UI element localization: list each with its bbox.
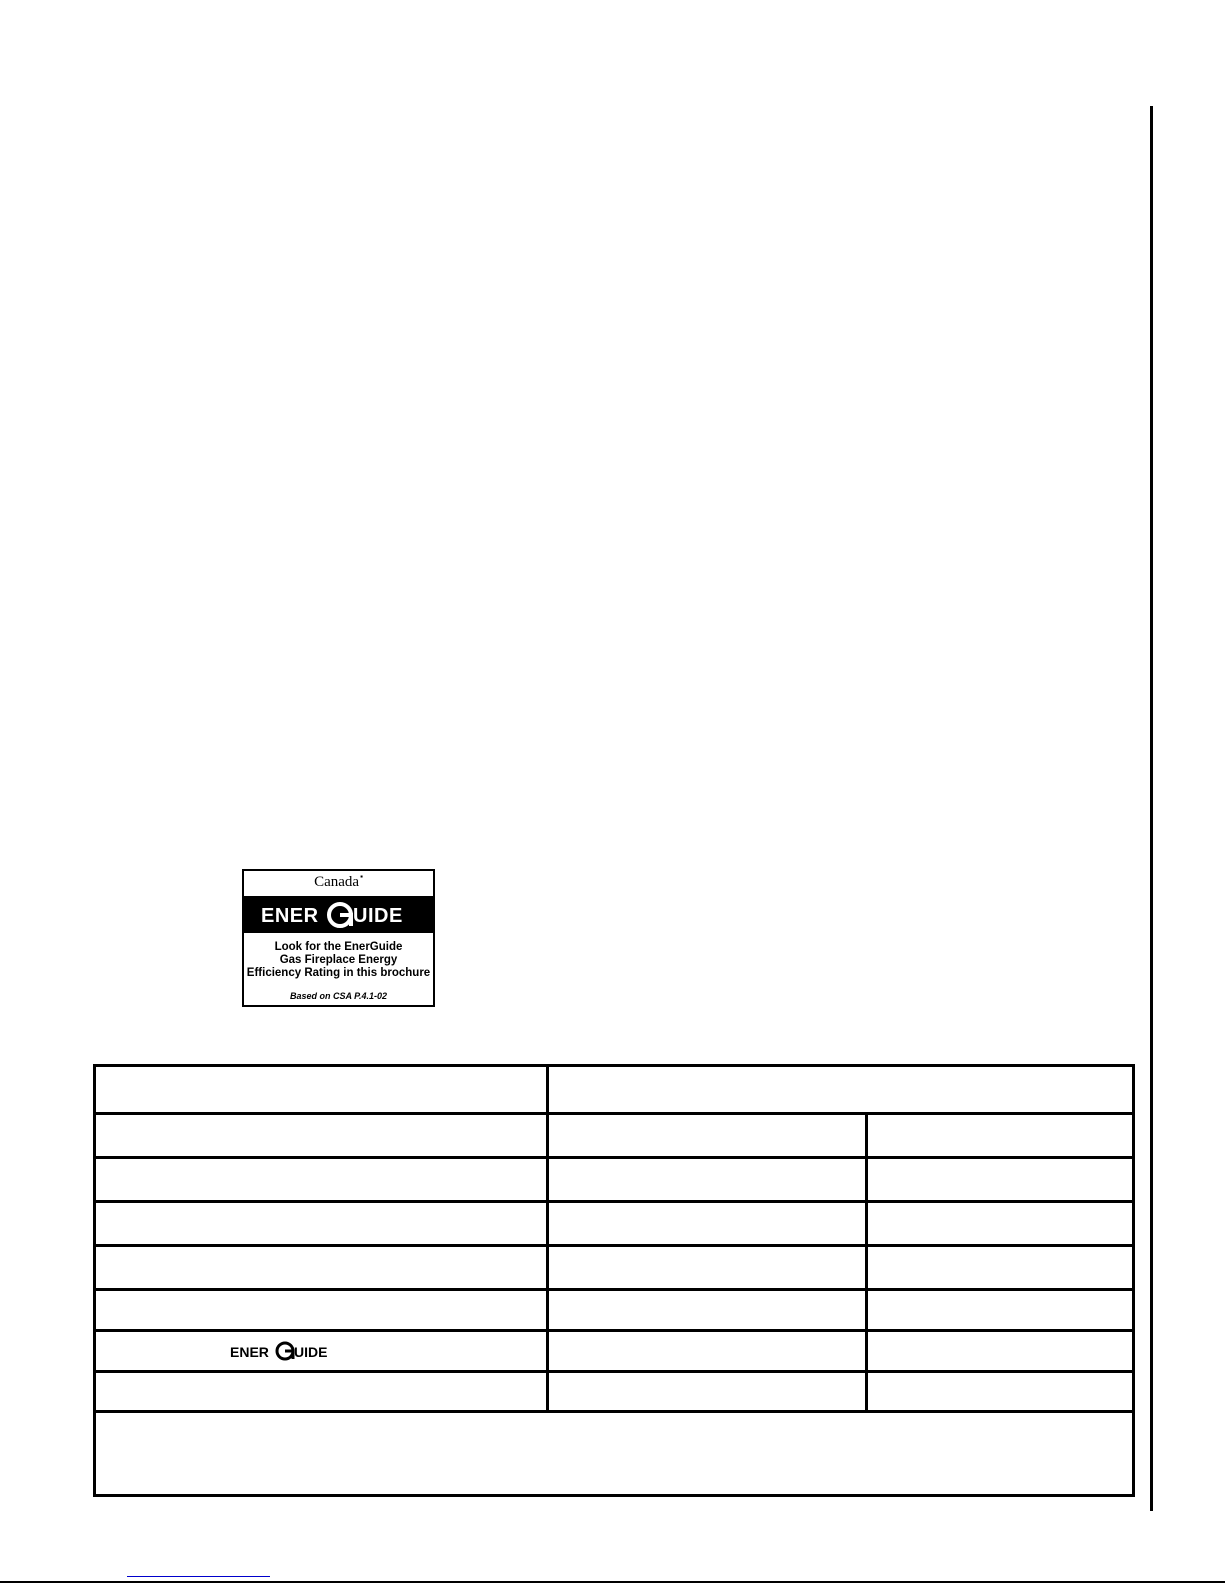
margin-rule <box>1150 106 1153 1511</box>
energuide-logo-bar <box>244 896 433 933</box>
energuide-badge <box>242 869 435 1007</box>
svg-text:ENER: ENER <box>230 1344 269 1360</box>
table-cell <box>868 1159 1132 1200</box>
table-cell <box>868 1373 1132 1410</box>
table-cell <box>868 1291 1132 1329</box>
table-cell <box>868 1203 1132 1244</box>
badge-message: Look for the EnerGuide Gas Fireplace Energy Efficiency Rating in this brochure <box>246 941 431 979</box>
svg-text:UIDE: UIDE <box>294 1344 328 1360</box>
table-cell <box>96 1203 549 1244</box>
table-cell <box>868 1332 1132 1370</box>
canada-wordmark: Canada▪ <box>314 872 363 890</box>
table-header-row <box>96 1067 1132 1115</box>
flag-icon: ▪ <box>360 872 363 881</box>
table-footnote <box>96 1410 1132 1494</box>
svg-text:UIDE: UIDE <box>352 904 403 927</box>
table-cell <box>96 1115 549 1156</box>
specifications-table <box>93 1064 1135 1497</box>
table-row <box>96 1247 1132 1291</box>
table-cell <box>549 1159 868 1200</box>
table-cell <box>549 1332 868 1370</box>
energuide-logo-icon <box>230 1340 338 1362</box>
table-cell <box>549 1115 868 1156</box>
table-row <box>96 1159 1132 1203</box>
table-cell <box>549 1373 868 1410</box>
table-row <box>96 1373 1132 1413</box>
energuide-row <box>96 1332 1132 1373</box>
table-cell <box>549 1291 868 1329</box>
table-cell <box>868 1247 1132 1288</box>
table-row <box>96 1291 1132 1332</box>
table-cell <box>868 1115 1132 1156</box>
table-cell <box>96 1247 549 1288</box>
table-cell <box>96 1067 549 1112</box>
table-cell <box>549 1203 868 1244</box>
table-cell <box>96 1332 549 1370</box>
link-underline[interactable] <box>127 1576 270 1577</box>
table-cell <box>96 1373 549 1410</box>
table-row <box>96 1115 1132 1159</box>
table-cell <box>96 1159 549 1200</box>
table-cell <box>549 1067 1132 1112</box>
table-cell <box>549 1247 868 1288</box>
table-cell <box>96 1291 549 1329</box>
energuide-logo-icon <box>259 900 419 930</box>
page-bottom-rule <box>0 1581 1225 1583</box>
table-row <box>96 1203 1132 1247</box>
svg-text:ENER: ENER <box>260 904 319 927</box>
badge-standard: Based on CSA P.4.1-02 <box>289 991 388 1001</box>
